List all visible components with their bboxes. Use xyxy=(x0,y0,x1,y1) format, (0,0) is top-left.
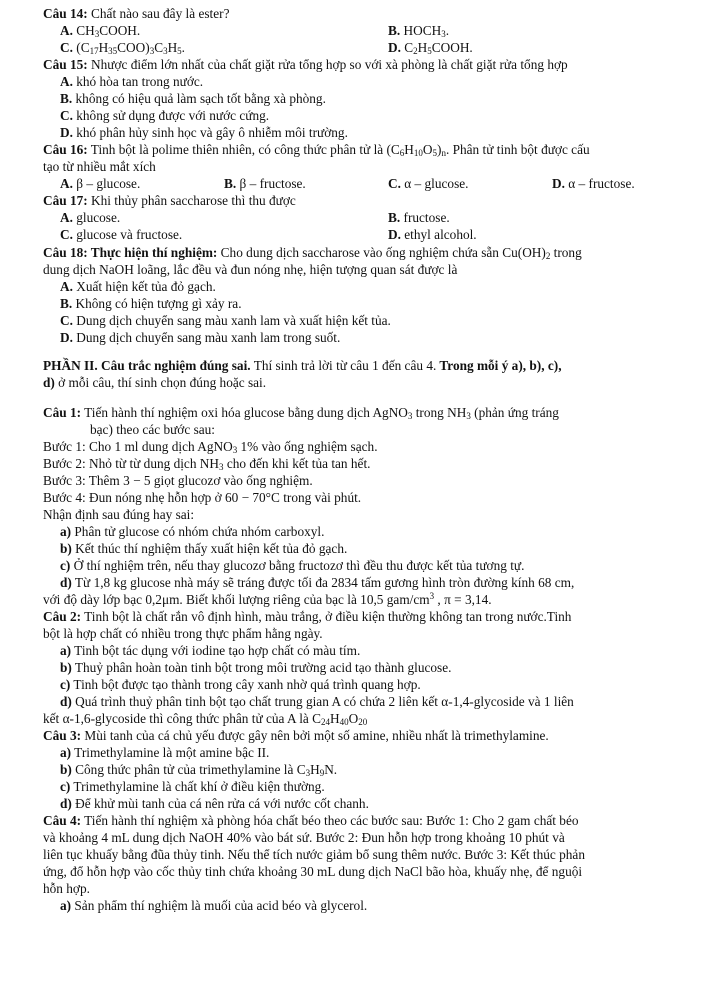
question-label: Câu 2: xyxy=(43,609,82,624)
step-text: cho đến khi kết tủa tan hết. xyxy=(223,456,371,471)
subscript: 3 xyxy=(94,29,100,39)
p2q2-statement-b xyxy=(60,659,451,676)
subscript: 2 xyxy=(545,251,551,261)
p2-question-4-line5: hỗn hợp. xyxy=(43,881,90,896)
statement-letter: a) xyxy=(60,524,72,539)
statement-text: Quá trình thuỷ phân tinh bột tạo chất trung gian A có chứa 2 liên kết α-1,4-glycoside và 1 liên xyxy=(71,694,574,709)
question-text: Khi thủy phân saccharose thì thu được xyxy=(87,193,296,208)
subscript: 5 xyxy=(177,46,182,56)
question-label: Câu 15: xyxy=(43,57,88,72)
option-text: HOCH xyxy=(400,23,442,38)
question-text: . Phân tử tinh bột được cấu xyxy=(445,142,590,157)
option-text: CH xyxy=(72,23,95,38)
question-text: H xyxy=(404,142,414,157)
p2q1-step-3: Bước 3: Thêm 3 − 5 giọt glucozơ vào ống nghiệm. xyxy=(43,473,313,488)
subscript: 6 xyxy=(399,148,405,158)
option-text: H xyxy=(167,40,178,55)
q15-option-a xyxy=(60,73,203,90)
question-18-stem xyxy=(43,244,582,261)
q17-option-a xyxy=(60,209,120,226)
option-text: . xyxy=(445,23,450,38)
statement-letter: a) xyxy=(60,643,72,658)
question-17-stem xyxy=(43,192,296,209)
statement-letter: a) xyxy=(60,898,72,913)
q16-option-b xyxy=(224,175,306,192)
statement-text: , π = 3,14. xyxy=(434,592,492,607)
question-text: Tiến hành thí nghiệm oxi hóa glucose bằng dung dịch AgNO xyxy=(81,405,408,420)
subscript: 5 xyxy=(427,46,432,56)
option-text: không có hiệu quả làm sạch tốt bằng xà phòng. xyxy=(72,91,326,106)
statement-letter: c) xyxy=(60,677,71,692)
subscript: 3 xyxy=(219,462,224,472)
option-text: α – fructose. xyxy=(564,176,635,191)
question-18-stem-line2: dung dịch NaOH loãng, lắc đều và đun nóng nhẹ, hiện tượng quan sát được là xyxy=(43,262,458,277)
subscript: 20 xyxy=(358,717,368,727)
p2-question-4-line4: ứng, đổ hỗn hợp vào cốc thủy tinh chứa khoảng 30 mL dung dịch NaCl bão hòa, khuấy nhẹ, để nguội xyxy=(43,864,583,879)
option-letter: B. xyxy=(224,176,237,191)
part-instruction-bold: Trong mỗi ý a), b), c), xyxy=(436,358,562,373)
p2q2-statement-d xyxy=(60,693,574,710)
option-letter: C. xyxy=(60,108,73,123)
statement-text: H xyxy=(330,711,340,726)
option-text: β – glucose. xyxy=(72,176,141,191)
question-text: Tinh bột là chất rắn vô định hình, màu trắng, ở điều kiện thường không tan trong nước.Tinh xyxy=(81,609,572,624)
subscript: 3 xyxy=(305,768,311,778)
subscript: 2 xyxy=(413,46,418,56)
statement-text: N. xyxy=(324,762,338,777)
option-text: H xyxy=(98,40,109,55)
question-label: Câu 1: xyxy=(43,405,82,420)
p2-question-2-stem xyxy=(43,608,571,625)
q14-option-c xyxy=(60,39,185,56)
q14-option-d xyxy=(388,39,473,56)
option-letter: A. xyxy=(60,74,73,89)
p2q1-statement-b xyxy=(60,540,347,557)
question-label: Câu 4: xyxy=(43,813,82,828)
subscript: 40 xyxy=(339,717,349,727)
step-text: Bước 2: Nhỏ từ từ dung dịch NH xyxy=(43,456,220,471)
subscript: 5 xyxy=(432,148,438,158)
statement-text: Trimethylamine là chất khí ở điều kiện thường. xyxy=(70,779,325,794)
question-text: Mùi tanh của cá chủ yếu được gây nên bởi một số amine, nhiều nhất là trimethylamine. xyxy=(81,728,549,743)
q18-option-d xyxy=(60,329,340,346)
subscript: 10 xyxy=(413,148,423,158)
q17-option-c xyxy=(60,226,182,243)
option-letter: A. xyxy=(60,23,73,38)
option-text: Không có hiện tượng gì xảy ra. xyxy=(72,296,242,311)
option-letter: A. xyxy=(60,210,73,225)
statement-text: O xyxy=(348,711,359,726)
part-title: PHẦN II. Câu trắc nghiệm đúng sai. xyxy=(43,358,251,373)
statement-text: Từ 1,8 kg glucose nhà máy sẽ tráng được tối đa 2834 tấm gương hình tròn đường kính 68 cm, xyxy=(71,575,575,590)
option-text: Dung dịch chuyển sang màu xanh lam trong suốt. xyxy=(72,330,341,345)
subscript: 9 xyxy=(319,768,325,778)
question-16-stem xyxy=(43,141,590,158)
subscript: 3 xyxy=(163,46,168,56)
p2q4-statement-a xyxy=(60,897,367,914)
question-text: (phản ứng tráng xyxy=(470,405,559,420)
question-label: Câu 3: xyxy=(43,728,82,743)
superscript: 3 xyxy=(429,591,435,601)
option-text: ethyl alcohol. xyxy=(400,227,477,242)
option-letter: A. xyxy=(60,176,73,191)
statement-text: với độ dày lớp bạc 0,2μm. Biết khối lượng riêng của bạc là 10,5 gam/cm xyxy=(43,592,430,607)
statement-text: Sản phẩm thí nghiệm là muối của acid béo và glycerol. xyxy=(71,898,368,913)
subscript: 3 xyxy=(441,29,446,39)
question-text: trong xyxy=(550,245,582,260)
subscript: 3 xyxy=(232,445,238,455)
option-letter: D. xyxy=(388,227,401,242)
part-instruction: ở mỗi câu, thí sinh chọn đúng hoặc sai. xyxy=(54,375,267,390)
option-letter: D. xyxy=(388,40,401,55)
p2q1-step-4: Bước 4: Đun nóng nhẹ hỗn hợp ở 60 − 70°C trong vài phút. xyxy=(43,490,362,505)
p2q2-statement-c xyxy=(60,676,421,693)
question-text: Chất nào sau đây là ester? xyxy=(87,6,230,21)
option-text: . xyxy=(181,40,185,55)
option-text: Dung dịch chuyển sang màu xanh lam và xuất hiện kết tủa. xyxy=(72,313,391,328)
option-text: glucose và fructose. xyxy=(72,227,183,242)
option-text: COOH. xyxy=(99,23,141,38)
p2q1-step-2 xyxy=(43,455,370,472)
question-text: Cho dung dịch saccharose vào ống nghiệm chứa sẵn Cu(OH) xyxy=(217,245,546,260)
statement-text: Công thức phân tử của trimethylamine là C xyxy=(71,762,306,777)
statement-text: Ở thí nghiệm trên, nếu thay glucozơ bằng fructozơ thì đều thu được kết tủa tương tự. xyxy=(70,558,525,573)
part-2-heading-line2 xyxy=(43,374,266,391)
statement-letter: d) xyxy=(60,796,72,811)
subscript: n xyxy=(441,148,446,158)
q18-option-b xyxy=(60,295,242,312)
statement-text: Kết thúc thí nghiệm thấy xuất hiện kết tủa đỏ gạch. xyxy=(71,541,348,556)
p2-question-4-line3: liên tục khuấy bằng đũa thủy tinh. Nếu thể tích nước giảm bổ sung thêm nước. Bước 3: Kết thúc phản xyxy=(43,847,585,862)
option-letter: C. xyxy=(60,227,73,242)
step-text: 1% vào ống nghiệm sạch. xyxy=(237,439,378,454)
subscript: 24 xyxy=(321,717,331,727)
option-text: Xuất hiện kết tủa đỏ gạch. xyxy=(72,279,216,294)
p2q3-statement-d xyxy=(60,795,369,812)
part-instruction-bold: d) xyxy=(43,375,55,390)
q15-option-c xyxy=(60,107,269,124)
q17-option-d xyxy=(388,226,477,243)
statement-text: Thuỷ phân hoàn toàn tinh bột trong môi trường acid tạo thành glucose. xyxy=(71,660,452,675)
p2q2-statement-a xyxy=(60,642,360,659)
statement-text: Để khử mùi tanh của cá nên rửa cá với nước cốt chanh. xyxy=(71,796,369,811)
subscript: 3 xyxy=(466,411,471,421)
part-2-heading xyxy=(43,357,562,374)
p2q1-statement-c xyxy=(60,557,524,574)
option-letter: C. xyxy=(60,40,73,55)
p2-question-1-stem xyxy=(43,404,559,421)
p2q1-statement-d-line2 xyxy=(43,591,492,608)
p2-question-4-line2: và khoảng 4 mL dung dịch NaOH 40% vào bát sứ. Bước 2: Đun hỗn hợp trong khoảng 10 phút và xyxy=(43,830,565,845)
statement-text: Phân tử glucose có nhóm chứa nhóm carboxyl. xyxy=(71,524,325,539)
option-text: α – glucose. xyxy=(400,176,469,191)
statement-text: H xyxy=(310,762,320,777)
statement-letter: d) xyxy=(60,694,72,709)
p2-question-1-stem-line2: bạc) theo các bước sau: xyxy=(90,422,215,437)
p2-question-4-stem xyxy=(43,812,579,829)
p2q1-statement-a xyxy=(60,523,324,540)
statement-letter: c) xyxy=(60,779,71,794)
option-text: khó phân hủy sinh học và gây ô nhiễm môi trường. xyxy=(72,125,348,140)
option-text: C xyxy=(154,40,164,55)
question-text: O xyxy=(422,142,433,157)
question-label: Câu 18: xyxy=(43,245,88,260)
question-text: Tinh bột là polime thiên nhiên, có công thức phân tử là (C xyxy=(87,142,400,157)
option-text: glucose. xyxy=(72,210,121,225)
option-letter: B. xyxy=(60,91,73,106)
p2-question-2-stem-line2: bột là hợp chất có nhiều trong thực phẩm hằng ngày. xyxy=(43,626,323,641)
question-15-stem xyxy=(43,56,568,73)
option-letter: D. xyxy=(60,125,73,140)
option-text: fructose. xyxy=(400,210,450,225)
option-letter: C. xyxy=(60,313,73,328)
subscript: 17 xyxy=(89,46,99,56)
statement-letter: a) xyxy=(60,745,72,760)
option-text: C xyxy=(400,40,414,55)
option-text: khó hòa tan trong nước. xyxy=(72,74,204,89)
option-text: COOH. xyxy=(431,40,473,55)
statement-letter: d) xyxy=(60,575,72,590)
question-label: Câu 14: xyxy=(43,6,88,21)
subscript: 3 xyxy=(407,411,413,421)
statement-text: Tinh bột tác dụng với iodine tạo hợp chất có màu tím. xyxy=(71,643,361,658)
option-letter: B. xyxy=(388,210,401,225)
part-instruction: Thí sinh trả lời từ câu 1 đến câu 4. xyxy=(250,358,437,373)
statement-letter: b) xyxy=(60,541,72,556)
option-text: H xyxy=(417,40,428,55)
q14-option-a xyxy=(60,22,140,39)
question-text: Tiến hành thí nghiệm xà phòng hóa chất béo theo các bước sau: Bước 1: Cho 2 gam chất béo xyxy=(81,813,579,828)
subscript: 35 xyxy=(108,46,118,56)
q15-option-b xyxy=(60,90,326,107)
question-label: Câu 16: xyxy=(43,142,88,157)
option-text: COO) xyxy=(117,40,150,55)
p2q3-statement-b xyxy=(60,761,337,778)
p2q3-statement-c xyxy=(60,778,325,795)
p2-question-3-stem xyxy=(43,727,549,744)
option-text: β – fructose. xyxy=(236,176,306,191)
q18-option-c xyxy=(60,312,391,329)
statement-text: Tinh bột được tạo thành trong cây xanh nhờ quá trình quang hợp. xyxy=(70,677,421,692)
option-letter: D. xyxy=(552,176,565,191)
statement-text: kết α-1,6-glycoside thì công thức phân tử của A là C xyxy=(43,711,322,726)
statement-letter: b) xyxy=(60,762,72,777)
statement-letter: b) xyxy=(60,660,72,675)
statement-text: Trimethylamine là một amine bậc II. xyxy=(71,745,270,760)
option-letter: C. xyxy=(388,176,401,191)
question-label: Câu 17: xyxy=(43,193,88,208)
question-text: Nhược điểm lớn nhất của chất giặt rửa tổng hợp so với xà phòng là chất giặt rửa tổng hợp xyxy=(87,57,568,72)
q18-option-a xyxy=(60,278,216,295)
option-text: (C xyxy=(72,40,90,55)
step-text: Bước 1: Cho 1 ml dung dịch AgNO xyxy=(43,439,233,454)
question-text: ) xyxy=(437,142,442,157)
question-text: trong NH xyxy=(412,405,467,420)
q15-option-d xyxy=(60,124,348,141)
question-14-stem xyxy=(43,5,229,22)
option-text: không sử dụng được với nước cứng. xyxy=(72,108,270,123)
option-letter: D. xyxy=(60,330,73,345)
question-bold-text: Thực hiện thí nghiệm: xyxy=(87,245,218,260)
p2q3-statement-a xyxy=(60,744,269,761)
option-letter: B. xyxy=(60,296,73,311)
option-letter: A. xyxy=(60,279,73,294)
q16-option-a xyxy=(60,175,140,192)
option-letter: B. xyxy=(388,23,401,38)
subscript: 3 xyxy=(149,46,155,56)
statement-letter: c) xyxy=(60,558,71,573)
q14-option-b xyxy=(388,22,449,39)
p2q1-step-1 xyxy=(43,438,378,455)
question-16-stem-line2: tạo từ nhiều mắt xích xyxy=(43,159,156,174)
p2q1-statement-d xyxy=(60,574,574,591)
p2q2-statement-d-line2 xyxy=(43,710,367,727)
q16-option-d xyxy=(552,175,635,192)
q16-option-c xyxy=(388,175,468,192)
q17-option-b xyxy=(388,209,450,226)
p2q1-intro: Nhận định sau đúng hay sai: xyxy=(43,507,195,522)
